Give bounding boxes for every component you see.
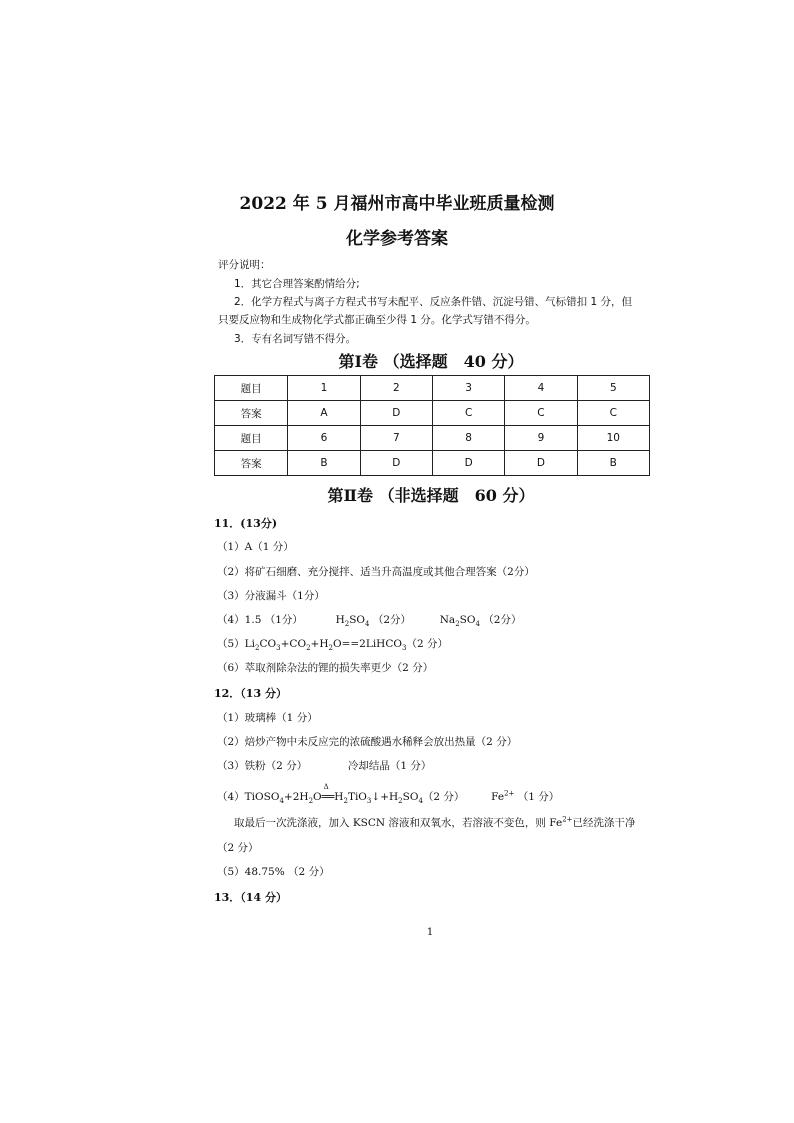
section-2-title: 第Ⅱ卷 （非选择题 60 分） <box>327 486 535 505</box>
q12-answer-5: （5）48.75% （2 分） <box>217 866 330 878</box>
table-cell: C <box>432 401 504 426</box>
table-cell: 答案 <box>215 451 288 476</box>
document-title: 2022 年 5 月福州市高中毕业班质量检测 <box>239 194 555 214</box>
table-cell: D <box>360 451 432 476</box>
table-row <box>215 426 650 451</box>
q11-answer-4 <box>217 612 521 628</box>
score: （2分） <box>483 614 522 626</box>
table-cell: B <box>288 451 360 476</box>
table-cell: 10 <box>577 426 649 451</box>
q12-answer-4: $(4)TiOSO_4+2H_2O$ Δ $══H_2TiO_3↓+H_2SO_4(2$ 分） $Fe^{2+}$ （1 分） <box>217 783 560 806</box>
table-cell: 6 <box>288 426 360 451</box>
formula-na2so4: $Na_2SO_4$ <box>439 614 480 629</box>
scoring-notes-heading: 评分说明： <box>218 259 271 271</box>
table-cell: C <box>505 401 577 426</box>
table-cell: 答案 <box>215 401 288 426</box>
document-subtitle: 化学参考答案 <box>346 229 448 249</box>
table-cell: A <box>288 401 360 426</box>
table-cell: 8 <box>432 426 504 451</box>
table-cell: D <box>505 451 577 476</box>
scoring-note-3: 3．专有名词写错不得分。 <box>234 333 357 345</box>
score: （2分） <box>372 614 412 626</box>
q12-answer-1: （1）玻璃棒（1 分） <box>217 712 318 724</box>
table-row <box>215 376 650 401</box>
table-cell: 3 <box>432 376 504 401</box>
table-cell: 1 <box>288 376 360 401</box>
scoring-note-2a: 2．化学方程式与离子方程式书写未配平、反应条件错、沉淀号错、气标错扣 1 分，但 <box>234 296 633 308</box>
q11-answer-2: （2）将矿石细磨、充分搅拌、适当升高温度或其他合理答案（2分） <box>217 566 535 578</box>
table-row <box>215 401 650 426</box>
q12-answer-3: （3）铁粉（2 分） 冷却结晶（1 分） <box>217 760 432 772</box>
scoring-note-2b: 只要反应物和生成物化学式都正确至少得 1 分。化学式写错不得分。 <box>218 314 536 326</box>
answer-table <box>214 375 650 476</box>
page-number: 1 <box>426 927 434 938</box>
table-cell: D <box>432 451 504 476</box>
table-cell: 题目 <box>215 376 288 401</box>
q11-answer-1: （1）A（1 分） <box>217 541 294 553</box>
table-cell: 2 <box>360 376 432 401</box>
q11-answer-4-part1: （4）1.5 （1分） <box>217 614 303 626</box>
table-cell: 4 <box>505 376 577 401</box>
table-cell: 5 <box>577 376 649 401</box>
question-13-heading: 13．（14 分） <box>214 891 287 904</box>
scoring-note-1: 1．其它合理答案酌情给分; <box>234 278 360 290</box>
question-12-heading: 12．（13 分） <box>214 687 287 700</box>
table-cell: 题目 <box>215 426 288 451</box>
table-cell: 7 <box>360 426 432 451</box>
table-cell: 9 <box>505 426 577 451</box>
formula-h2so4: $H_2SO_4$ <box>335 614 370 629</box>
question-11-heading: 11．(13分) <box>214 517 278 530</box>
table-cell: B <box>577 451 649 476</box>
table-row <box>215 451 650 476</box>
q11-answer-3: （3）分液漏斗（1分） <box>217 590 325 602</box>
q11-answer-5: $(5)Li_2CO_3+CO_2+H_2O==2LiHCO_3(2$ 分） <box>217 638 448 653</box>
q12-answer-4b-score: （2 分） <box>217 842 259 854</box>
ion-fe2plus: $Fe^{2+}$ <box>491 789 515 803</box>
q12-answer-2: （2）焙炒产物中未反应完的浓硫酸遇水稀释会放出热量（2 分） <box>217 736 518 748</box>
q11-answer-6: （6）萃取剂除杂法的锂的损失率更少（2 分） <box>217 662 434 674</box>
q12-answer-4b: 取最后一次洗涤液，加入 KSCN 溶液和双氧水，若溶液不变色，则 $Fe^{2+}$已经洗涤干净 <box>234 815 636 829</box>
table-cell: C <box>577 401 649 426</box>
section-1-title: 第Ⅰ卷 （选择题 40 分） <box>338 352 524 371</box>
heating-condition: Δ ══ <box>321 783 335 803</box>
table-cell: D <box>360 401 432 426</box>
